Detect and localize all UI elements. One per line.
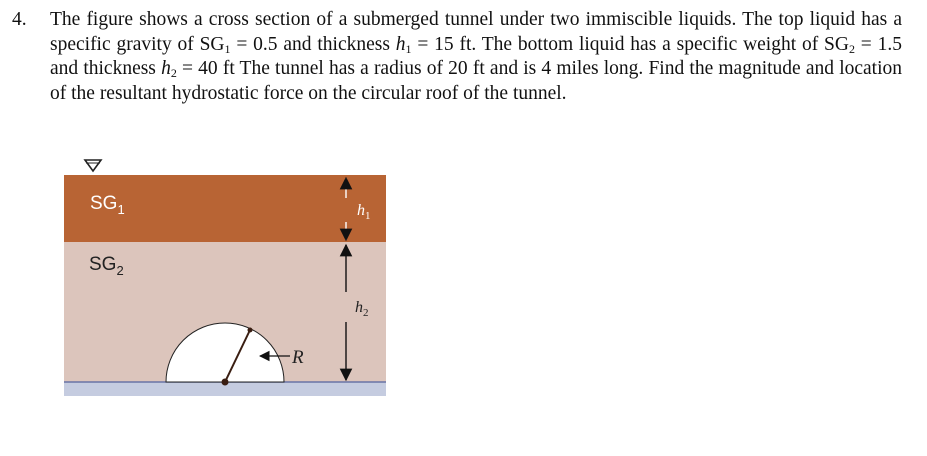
sg2-label: $SG_2$ [89, 254, 124, 278]
tunnel-center-dot [222, 379, 229, 386]
h2-label: $h_2$ [355, 299, 369, 319]
problem-number: 4. [12, 9, 27, 30]
italic-symbol: h [395, 33, 406, 55]
italic-symbol: h [161, 58, 171, 80]
radius-end-dot [248, 328, 253, 333]
text-run: The figure shows a cross section of a submerged tunnel under two immiscible liquids. The top liquid has a specific gravity of SG [50, 9, 902, 55]
free-surface-triangle-icon [85, 160, 101, 171]
text-run: = 0.5 and thickness [230, 33, 396, 55]
subscript: 2 [848, 41, 855, 56]
subscript: 2 [170, 66, 177, 81]
h1-label: $h_1$ [357, 202, 371, 222]
text-run: = 40 ft The tunnel has a radius of 20 ft and is 4 miles long. Find the magnitude and location of the resultant hydrostatic force on the circular roof of the tunnel. [50, 58, 903, 104]
subscript: 1 [405, 41, 412, 56]
text-run: = 1.5 and thickness [50, 33, 902, 80]
subscript: 1 [224, 41, 231, 56]
radius-label: R [292, 347, 304, 368]
sg1-label: $SG_1$ [90, 193, 125, 217]
text-run: = 15 ft. The bottom liquid has a specific weight of SG [411, 33, 849, 55]
